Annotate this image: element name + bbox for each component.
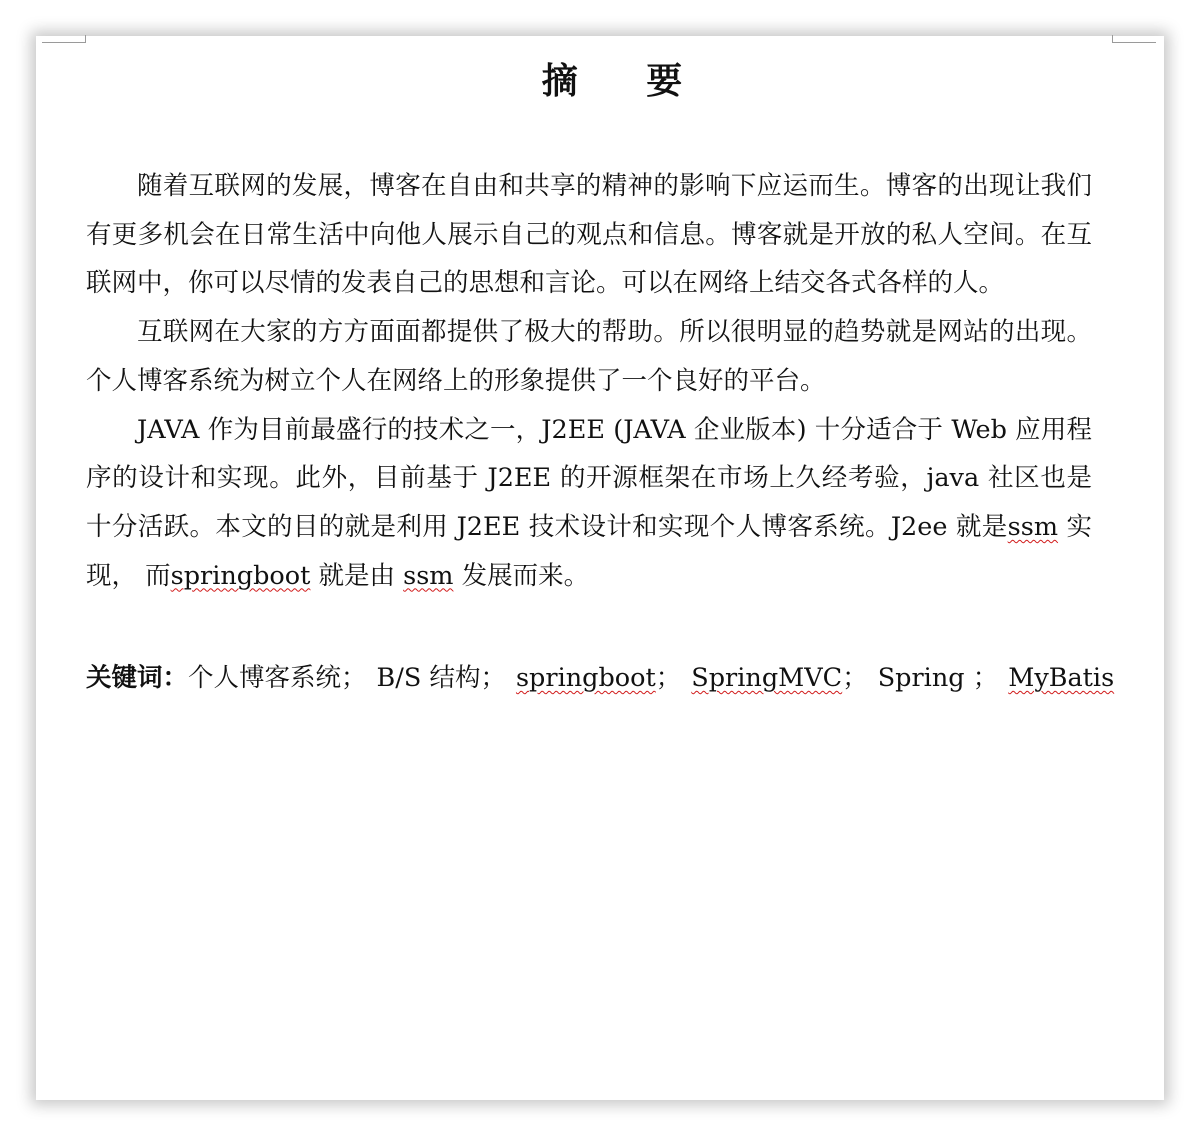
keyword-item: MyBatis: [1008, 663, 1115, 693]
keywords-line[interactable]: [86, 658, 1115, 698]
abstract-title[interactable]: 摘 要: [541, 61, 711, 102]
keyword-item: 个人博客系统: [188, 663, 342, 693]
abstract-paragraph[interactable]: [86, 406, 1092, 601]
spellcheck-flagged-word[interactable]: ssm: [403, 560, 454, 591]
keyword-separator: ；: [842, 663, 868, 693]
keyword-separator: ；: [972, 663, 999, 693]
paragraph-text: JAVA 作为目前最盛行的技术之一，J2EE (JAVA 企业版本) 十分适合于 Web 应用程序的设计和实现。此外，目前基于 J2EE 的开源框架在市场上久经考验，java 社区也是十分活跃。本文的目的就是利用 J2EE 技术设计和实现个人博客系统。J2ee 就是: [86, 414, 1092, 542]
paragraph-text: 随着互联网的发展，博客在自由和共享的精神的影响下应运而生。博客的出现让我们有更多机会在日常生活中向他人展示自己的观点和信息。博客就是开放的私人空间。在互联网中，你可以尽情的发表自己的思想和言论。可以在网络上结交各式各样的人。: [86, 171, 1092, 299]
paragraph-text: 互联网在大家的方方面面都提供了极大的帮助。所以很明显的趋势就是网站的出现。个人博客系统为树立个人在网络上的形象提供了一个良好的平台。: [86, 317, 1092, 396]
abstract-paragraph[interactable]: [86, 308, 1092, 405]
spellcheck-flagged-word[interactable]: springboot: [170, 560, 311, 591]
keyword-separator: ；: [341, 663, 367, 693]
keyword-separator: ；: [655, 663, 682, 693]
abstract-body[interactable]: [86, 162, 1092, 600]
paragraph-text: 就是由: [310, 560, 404, 591]
keyword-item: SpringMVC: [691, 663, 843, 693]
keywords-label: 关键词：: [86, 663, 189, 693]
keywords-list: [188, 663, 1114, 693]
paragraph-text: 发展而来。: [453, 560, 590, 591]
paragraph-text: 实现， 而: [86, 511, 1093, 591]
margin-corner-mark-left: [42, 42, 86, 43]
document-page: [36, 36, 1164, 1100]
keyword-item: Spring: [877, 663, 973, 693]
keyword-separator: ；: [480, 663, 506, 693]
margin-corner-mark-right: [1112, 42, 1156, 43]
abstract-paragraph[interactable]: [86, 162, 1092, 308]
keyword-item: B/S 结构: [376, 663, 481, 693]
keyword-item: springboot: [515, 663, 656, 693]
spellcheck-flagged-word[interactable]: ssm: [1007, 511, 1059, 542]
